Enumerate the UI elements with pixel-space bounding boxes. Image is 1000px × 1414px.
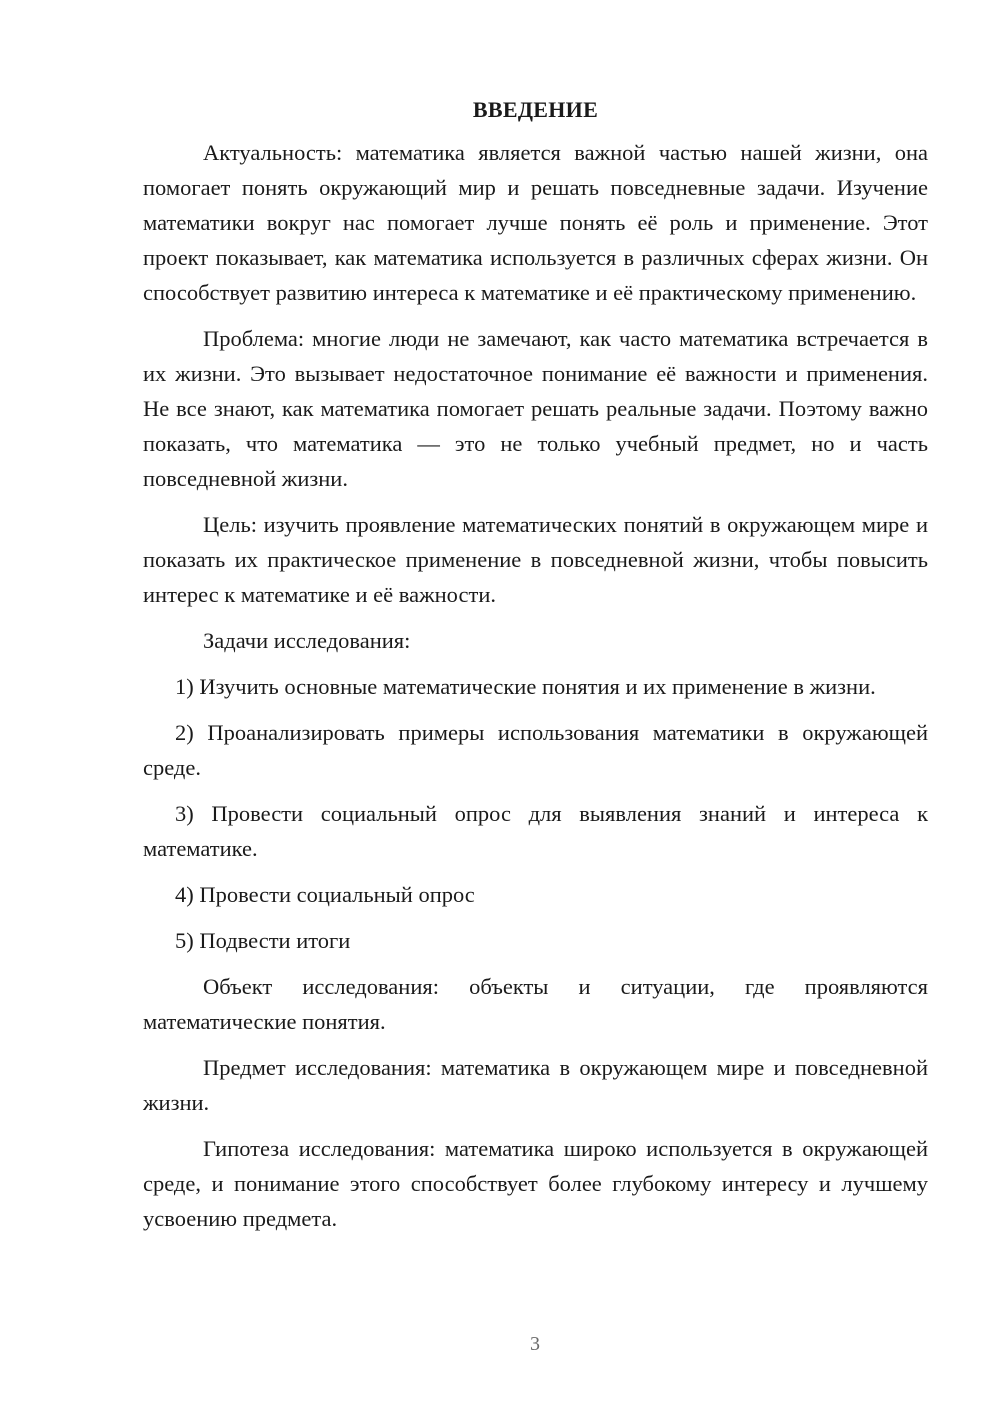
- task-item-4: 4) Провести социальный опрос: [175, 882, 475, 907]
- hypothesis-paragraph: Гипотеза исследования: математика широко используется в окружающей среде, и понимание этого способствует более глубокому интересу и лучшему усвоению предмета.: [143, 1136, 928, 1231]
- task-item-5: 5) Подвести итоги: [175, 928, 351, 953]
- page-title: ВВЕДЕНИЕ: [472, 97, 599, 122]
- subject-paragraph: Предмет исследования: математика в окружающем мире и повседневной жизни.: [143, 1055, 928, 1115]
- task-item-1: 1) Изучить основные математические понятия и их применение в жизни.: [175, 674, 876, 699]
- task-item-2: 2) Проанализировать примеры использования математики в окружающей среде.: [143, 720, 928, 780]
- goal-paragraph: Цель: изучить проявление математических понятий в окружающем мире и показать их практическое применение в повседневной жизни, чтобы повысить интерес к математике и её важности.: [143, 512, 928, 607]
- object-paragraph: Объект исследования: объекты и ситуации, где проявляются математические понятия.: [143, 974, 928, 1034]
- document-page: [143, 92, 928, 1236]
- tasks-heading: Задачи исследования:: [203, 628, 411, 653]
- relevance-paragraph: Актуальность: математика является важной частью нашей жизни, она помогает понять окружающий мир и решать повседневные задачи. Изучение математики вокруг нас помогает лучше понять её роль и применение. Этот проект показывает, как математика используется в различных сферах жизни. Он способствует развитию интереса к математике и её практическому применению.: [143, 140, 928, 305]
- page-number: 3: [530, 1333, 540, 1355]
- problem-paragraph: Проблема: многие люди не замечают, как часто математика встречается в их жизни. Это вызывает недостаточное понимание её важности и применения. Не все знают, как математика помогает решать реальные задачи. Поэтому важно показать, что математика — это не только учебный предмет, но и часть повседневной жизни.: [143, 326, 928, 491]
- task-item-3: 3) Провести социальный опрос для выявления знаний и интереса к математике.: [143, 801, 928, 861]
